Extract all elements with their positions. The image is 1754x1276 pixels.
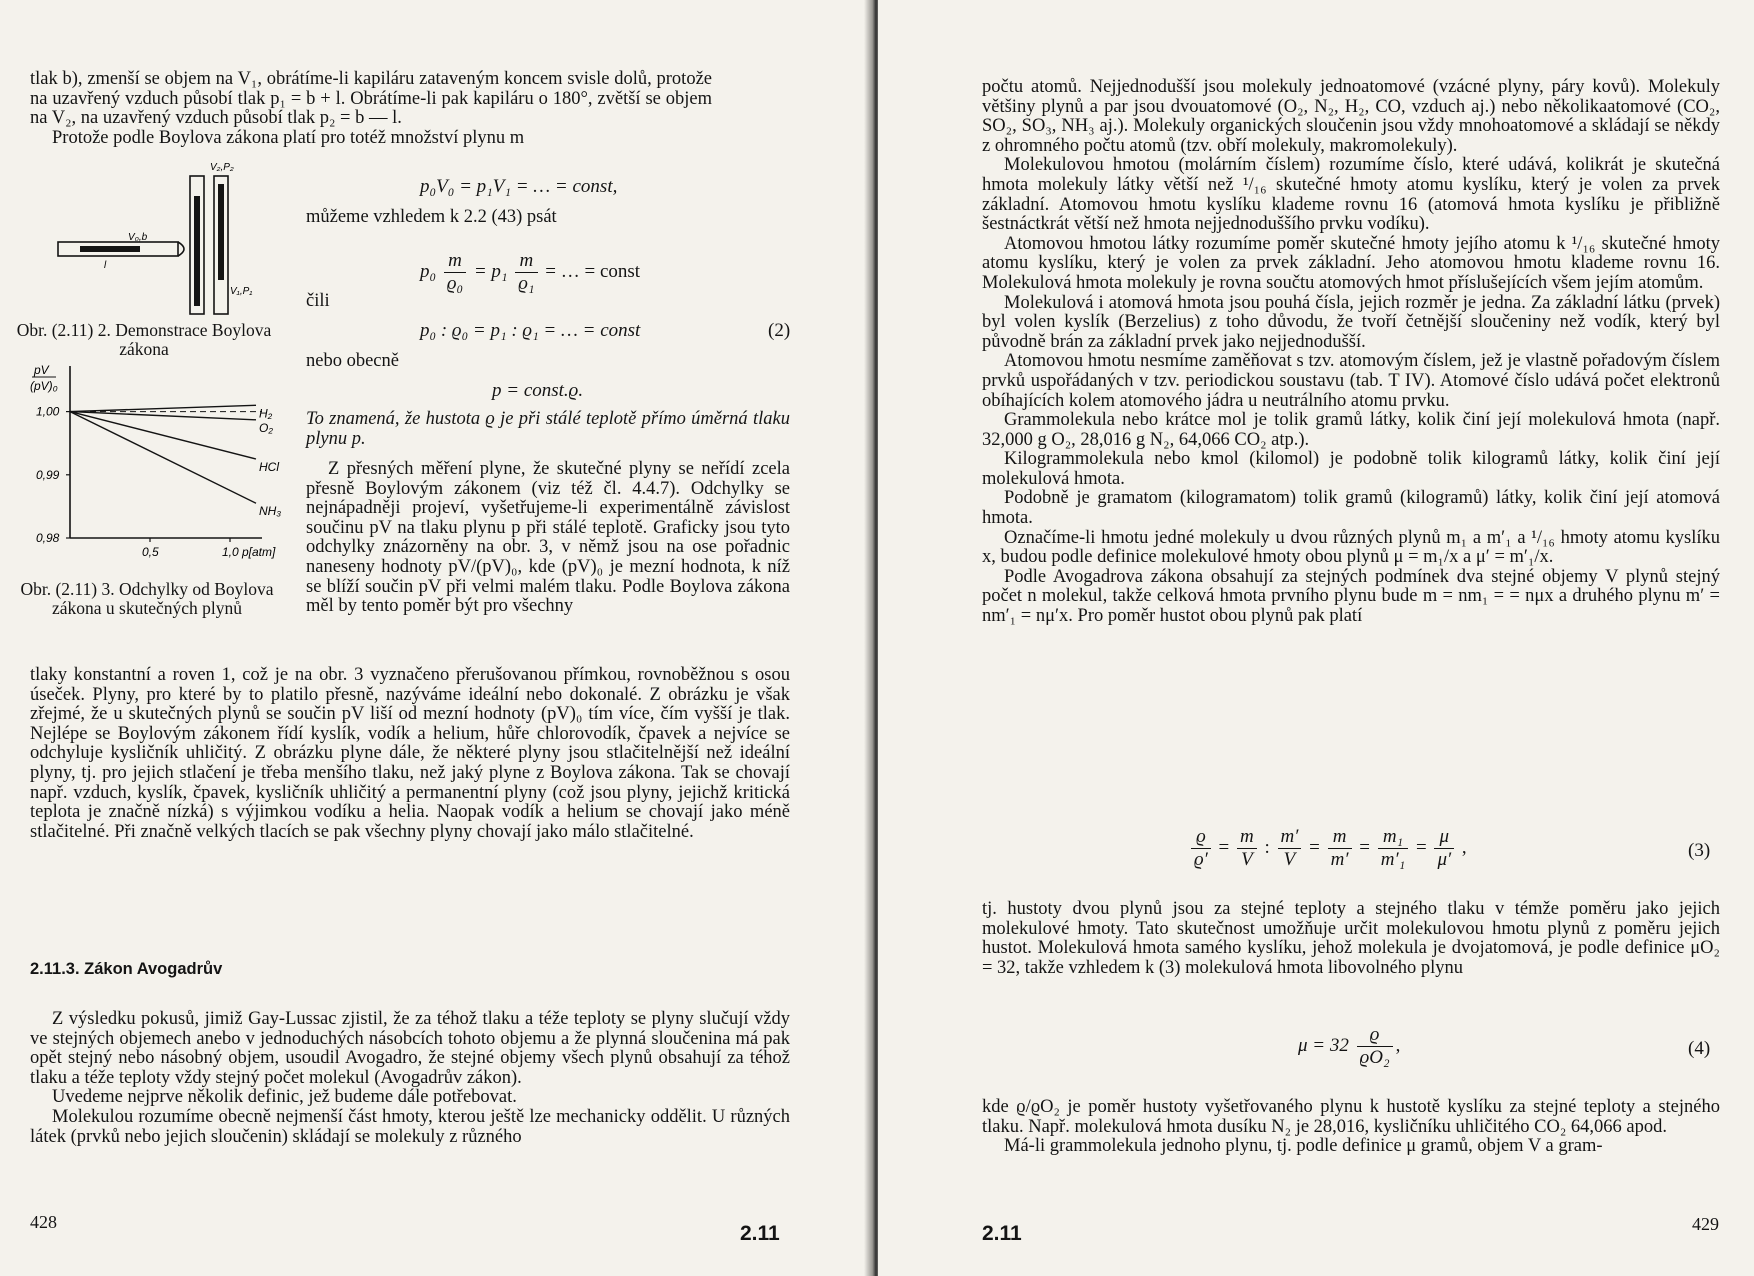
equation-number-4: (4)	[1688, 1038, 1711, 1059]
text-nebo-obecne: nebo obecně	[306, 351, 399, 371]
chapter-number-left: 2.11	[740, 1222, 780, 1245]
fig2-label-c: l	[104, 260, 107, 271]
left-page	[0, 0, 870, 1276]
equation-p-const: p = const.ϱ.	[492, 380, 584, 401]
chart-series-label: O₂	[259, 420, 273, 435]
text-to-znamena: To znamená, že hustota ϱ je při stálé teplotě přímo úměrná tlaku plynu p.	[306, 409, 790, 449]
text-right-column: Z přesných měření plyne, že skutečné plyny se neřídí zcela přesně Boylovým zákonem (viz též čl. 4.4.7). Odchylky se nejnápadněji projeví, vyšetřujeme-li experimentálně závislost součinu pV na tlaku plynu p při stálé teplotě. Graficky jsou tyto odchylky znázorněny na obr. 3, v němž jsou na ose pořadnic naneseny hodnoty pV/(pV)₀, kde (pV)₀ je mezní hodnota, k níž se blíží součin pV při velmi malém tlaku. Podle Boylova zákona měl by tento poměr být pro všechny	[306, 459, 790, 617]
chart-y-tick-label: 0,99	[36, 467, 60, 482]
right-page	[878, 0, 1754, 1276]
chart-x-tick-label: 0,5	[142, 545, 159, 559]
page-number-right: 429	[1692, 1214, 1719, 1234]
chart-ylabel-numerator: pV	[34, 363, 49, 377]
figure-boyle-deviation-chart	[0, 362, 292, 570]
equation-number-3: (3)	[1688, 840, 1711, 861]
text-avogadro: Z výsledku pokusů, jimiž Gay-Lussac zjistil, že za téhož tlaku a téže teploty se plyny slučují vždy ve stejných objemech anebo v jednoduchých násobcích tohoto objemu a že plynná sloučenina má pak opět stejný nebo násobný objem, usoudil Avogadro, že stejné objemy všech plynů obsahují za téhož tlaku a téže teploty vždy stejný počet molekul (Avogadrův zákon). Uvedeme nejprve několik definic, jež budeme dále potřebovat. Molekulou rozumíme obecně nejmenší část hmoty, kterou ještě lze mechanicky oddělit. U různých látek (prvků nebo jejich sloučenin) skládají se molekuly z různého	[30, 1009, 790, 1147]
chart-series-line	[70, 412, 256, 504]
fraction-m-rho1: $\frac{m}{\text{ϱ₁}}$	[515, 250, 537, 295]
text-muzeme: můžeme vzhledem k 2.2 (43) psát	[306, 207, 557, 227]
equation-boyle: p₀V₀ = p₁V₁ = … = const,	[420, 176, 618, 197]
mercury-column-2	[218, 184, 224, 280]
chart-series-label: NH₃	[259, 504, 282, 519]
fig2-label-a: V₂,P₂	[210, 162, 234, 173]
text-full-paragraph: tlaky konstantní a roven 1, což je na obr. 3 vyznačeno přerušovanou přímkou, rovnoběžnou s osou úseček. Plyny, pro které by to platilo přesně, nazýváme ideální nebo dokonalé. Z obrázku je však zřejmé, že u skutečných plynů se součin pV liší od mezní hodnoty (pV)₀ tím více, čím vyšší je tlak. Nejlépe se Boylovým zákonem řídí kyslík, vodík a helium, hůře chlorovodík, čpavek a nejvíce se odchyluje kysličník uhličitý. Z obrázku plyne dále, že některé plyny jsou stlačitelnější než ideální plyny, tj. pro jejich stlačení je třeba menšího tlaku, než jaký plyne z Boylova zákona. Tak se chovají např. vzduch, kyslík, čpavek, kysličník uhličitý a permanentní plyny (což jsou plyny, jejichž kritická teplota je značně nízká) s výjimkou vodíku a helia. Naopak vodík a helium se chovají jako méně stlačitelné. Při značně velkých tlacích se pak všechny plyny chovají jako málo stlačitelné.	[30, 665, 790, 842]
chart-ylabel-denominator: (pV)₀	[30, 379, 58, 393]
chapter-number-right: 2.11	[982, 1222, 1022, 1245]
tube-end	[178, 242, 184, 256]
right-text-bottom: kde ϱ/ϱO₂ je poměr hustoty vyšetřovaného plynu k hustotě kyslíku za stejné teploty a stejného tlaku. Např. molekulová hmota dusíku N₂ je 28,016, kysličníku uhličitého CO₂ 64,066 apod. Má-li grammolekula jednoho plynu, tj. podle definice μ gramů, objem V a gram-	[982, 1097, 1720, 1157]
chart-series-label: HCl	[259, 460, 279, 474]
equation-number-2: (2)	[768, 320, 791, 341]
mercury-column-1	[194, 196, 200, 306]
equation-2: p₀ : ϱ₀ = p₁ : ϱ₁ = … = const	[420, 320, 641, 341]
section-heading: 2.11.3. Zákon Avogadrův	[30, 960, 223, 978]
equation-4: μ = 32 $\frac{ϱ}{\text{ϱO₂}}$ ,	[1298, 1024, 1401, 1068]
chart-y-tick-label: 0,98	[36, 531, 60, 545]
left-top-text: tlak b), zmenší se objem na V₁, obrátíme-li kapiláru zataveným koncem svisle dolů, protože na uzavřený vzduch působí tlak p₁ = b + l. Obrátíme-li pak kapiláru o 180°, zvětší se objem na V₂, na uzavřený vzduch působí tlak p₂ = b — l. Protože podle Boylova zákona platí pro totéž množství plynu m	[30, 69, 712, 148]
fig3-caption: Obr. (2.11) 3. Odchylky od Boylova zákona u skutečných plynů	[20, 579, 274, 618]
fig2-label-d: V₁,P₁	[230, 286, 253, 297]
figure-boyle-apparatus	[50, 156, 260, 316]
chart-x-axis-label: p[atm]	[242, 545, 276, 559]
fig2-caption: Obr. (2.11) 2. Demonstrace Boylova zákona	[16, 320, 272, 359]
fig2-label-b: V₀,b	[128, 232, 148, 243]
mercury-column-horizontal	[80, 246, 140, 252]
right-text-top: počtu atomů. Nejjednodušší jsou molekuly jednoatomové (vzácné plyny, páry kovů). Molekuly většiny plynů a par jsou dvouatomové (O₂, N₂, H₂, CO, vzduch aj.) nebo několikaatomové (CO₂, SO₂, SO₃, NH₃ aj.). Molekuly organických sloučenin jsou vždy mnohoatomové a skládají se někdy z ohromného počtu atomů (tzv. obří molekuly, makromolekuly). Molekulovou hmotou (molárním číslem) rozumíme číslo, které udává, kolikrát je skutečná hmota molekuly látky větší než ¹/₁₆ skutečné hmoty atomu kyslíku, který je volen za prvek základní. Atomovou hmotu kyslíku klademe rovnu 16 (atomová hmota kyslíku je přibližně šestnáctkrát větší než hmota nejjednoduššího prvku vodíku). Atomovou hmotou látky rozumíme poměr skutečné hmoty jejího atomu k ¹/₁₆ skutečné hmoty atomu kyslíku, který je volen za prvek základní. Jeho atomovou hmotu klademe rovnu 16. Molekulová hmota molekuly je rovna součtu atomových hmot příslušejících všem jejím atomům. Molekulová i atomová hmota jsou pouhá čísla, jejich rozměr je jedna. Za základní látku (prvek) byl volen kyslík (Berzelius) z toho důvodu, že tvoří četnější sloučeniny než vodík, který byl původně brán za základní prvek jako nejjednodušší. Atomovou hmotu nesmíme zaměňovat s tzv. atomovým číslem, jež je vlastně pořadovým číslem prvků uspořádaných v tzv. periodickou soustavu (tab. T IV). Atomové číslo udává počet elektronů obíhajících kolem atomového jádra u neutrálního atomu prvku. Grammolekula nebo krátce mol je tolik gramů látky, kolik činí její molekulová hmota (např. 32,000 g O₂, 28,016 g N₂, 64,066 CO₂ atp.). Kilogrammolekula nebo kmol (kilomol) je podobně tolik kilogramů látky, kolik činí její molekulová hmota. Podobně je gramatom (kilogramatom) tolik gramů (kilogramů) látky, kolik činí její atomová hmota. Označíme-li hmotu jedné molekuly u dvou různých plynů m₁ a m′₁ a ¹/₁₆ hmoty atomu kyslíku x, budou podle definice molekulové hmoty obou plynů μ = m₁/x a μ′ = m′₁/x. Podle Avogadrova zákona obsahují za stejných podmínek dva stejné objemy V plynů stejný počet n molekul, takže celková hmota prvního plynu bude m = nm₁ = = nμx a druhého plynu m′ = nm′₁ = nμ′x. Pro poměr hustot obou plynů pak platí	[982, 77, 1720, 627]
text-cili: čili	[306, 291, 330, 311]
chart-y-tick-label: 1,00	[36, 404, 60, 419]
equation-3: $\frac{ϱ}{ϱ'}$ = $\frac{m}{V}$ : $\frac{m'}{V}$ = $\frac{m}{m'}$ = $\frac{\text{m₁}}{\text{m′₁}}$ = $\frac{\mu}{\mu'}$ ,	[1188, 826, 1467, 871]
chart-series-label: H₂	[259, 406, 273, 421]
right-text-middle: tj. hustoty dvou plynů jsou za stejné teploty a stejného tlaku v témže poměru jako jejich molekulové hmoty. Tato skutečnost umožňuje určit molekulovou hmotu plynů z poměru jejich hustot. Molekulová hmota samého kyslíku, jehož molekula je dvojatomová, je podle definice μO₂ = 32, takže vzhledem k (3) molekulová hmota libovolného plynu	[982, 899, 1720, 978]
page-number-left: 428	[30, 1212, 57, 1232]
equation-density-ratio: p₀ $\frac{m}{\text{ϱ₀}}$ = p₁ $\frac{m}{\text{ϱ₁}}$ = … = const	[420, 250, 641, 294]
chart-series-line	[70, 405, 256, 411]
fraction-m-rho0: $\frac{m}{\text{ϱ₀}}$	[444, 250, 466, 295]
chart-x-tick-label: 1,0	[222, 545, 239, 559]
